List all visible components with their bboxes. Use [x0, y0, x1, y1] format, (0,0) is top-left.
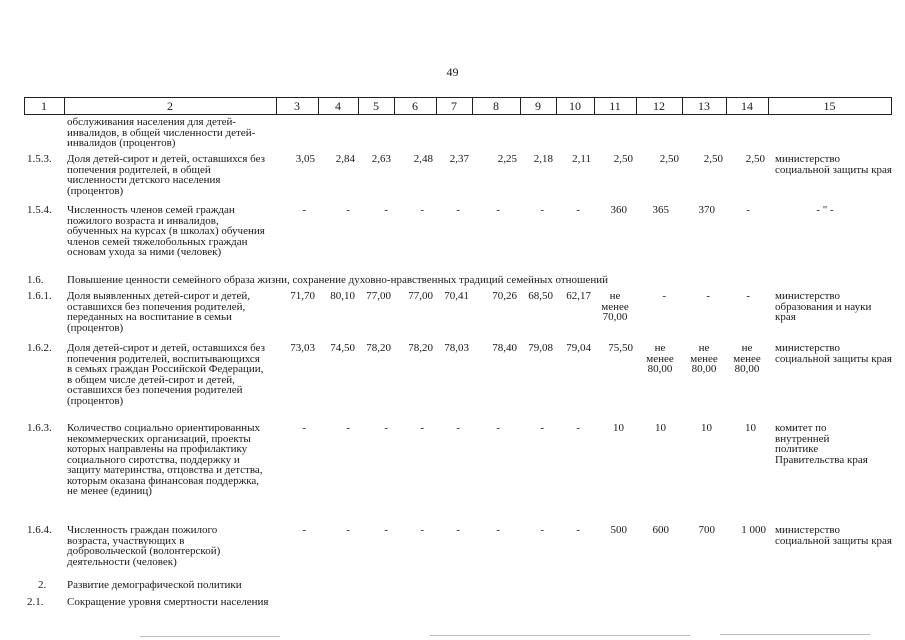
row-code: 1.6.3.	[27, 422, 52, 434]
page-number: 49	[446, 65, 459, 79]
value-cell: 77,00	[366, 290, 391, 302]
section-title: Повышение ценности семейного образа жизни, сохранение духовно-нравственных традиций семейных отношений	[67, 274, 609, 286]
value-cell: 1 000	[741, 524, 766, 536]
value-cell: 10	[701, 422, 712, 434]
value-cell: 370	[698, 204, 715, 216]
row-code: 1.6.2.	[27, 342, 52, 354]
header-cell: 10	[569, 99, 581, 113]
header-bottom-border	[24, 114, 892, 115]
value-cell: 78,20	[408, 342, 433, 354]
value-cell: 78,40	[492, 342, 517, 354]
value-cell: не менее 80,00	[690, 342, 718, 375]
row-code: 1.5.4.	[27, 204, 52, 216]
value-cell: 2,50	[703, 153, 723, 165]
value-cell: не менее 80,00	[646, 342, 674, 375]
header-cell: 8	[493, 99, 499, 113]
value-cell: 74,50	[330, 342, 355, 354]
value-cell: -	[576, 204, 580, 216]
value-cell: -	[456, 422, 460, 434]
row-description: Количество социально ориентированных некоммерческих организаций, проекты которых направлены на профилактику социального сиротства, поддержку и защиту материнства, отцовства и детства, которым оказана финансовая поддержка, не менее (единиц)	[67, 422, 263, 497]
value-cell: 75,50	[608, 342, 633, 354]
value-cell: 62,17	[566, 290, 591, 302]
header-cell: 6	[412, 99, 418, 113]
value-cell: 2,37	[449, 153, 469, 165]
value-cell: -	[420, 204, 424, 216]
value-cell: 2,25	[497, 153, 517, 165]
value-cell: 2,11	[572, 153, 591, 165]
header-cell: 5	[373, 99, 379, 113]
value-cell: не менее 80,00	[733, 342, 761, 375]
value-cell: -	[346, 422, 350, 434]
value-cell: 73,03	[290, 342, 315, 354]
value-cell: 700	[698, 524, 715, 536]
value-cell: -	[302, 524, 306, 536]
value-cell: 10	[655, 422, 666, 434]
section-code: 2.	[38, 579, 47, 591]
value-cell: -	[496, 422, 500, 434]
value-cell: -	[496, 524, 500, 536]
scan-artifact-line	[430, 635, 690, 636]
value-cell: 360	[610, 204, 627, 216]
value-cell: 79,08	[528, 342, 553, 354]
header-cell: 1	[41, 99, 47, 113]
row-description: Численность членов семей граждан пожилого возраста и инвалидов, обученных на курсах (в школах) обучения членов семей тяжелобольных граждан основам ухода за ними (человек)	[67, 204, 265, 258]
value-cell: 70,41	[444, 290, 469, 302]
responsible-org: комитет по внутренней политике Правительства края	[775, 422, 868, 466]
scan-artifact-line	[140, 636, 280, 637]
value-cell: -	[420, 524, 424, 536]
value-cell: 2,48	[413, 153, 433, 165]
value-cell: -	[540, 524, 544, 536]
value-cell: 2,50	[613, 153, 633, 165]
header-cell: 4	[335, 99, 341, 113]
value-cell: 70,26	[492, 290, 517, 302]
row-description: Доля детей-сирот и детей, оставшихся без попечения родителей, в общей численности детского населения (процентов)	[67, 153, 265, 197]
scan-artifact-line	[720, 634, 870, 635]
value-cell: -	[576, 524, 580, 536]
header-cell: 12	[653, 99, 665, 113]
value-cell: 78,20	[366, 342, 391, 354]
value-cell: -	[346, 204, 350, 216]
value-cell: -	[302, 422, 306, 434]
header-col-sep	[891, 97, 892, 115]
value-cell: 68,50	[528, 290, 553, 302]
row-description: Численность граждан пожилого возраста, участвующих в добровольческой (волонтерской) деятельности (человек)	[67, 524, 221, 568]
value-cell: -	[420, 422, 424, 434]
value-cell: 3,05	[295, 153, 315, 165]
header-cell: 14	[741, 99, 753, 113]
value-cell: 2,18	[533, 153, 553, 165]
row-code: 1.6.1.	[27, 290, 52, 302]
responsible-org: министерство образования и науки края	[775, 290, 872, 323]
value-cell: -	[746, 204, 750, 216]
value-cell: 2,50	[745, 153, 765, 165]
value-cell: -	[346, 524, 350, 536]
responsible-org: министерство социальной защиты края	[775, 524, 892, 547]
row-description: Доля выявленных детей-сирот и детей, оставшихся без попечения родителей, переданных на воспитание в семьи (процентов)	[67, 290, 250, 334]
value-cell: -	[540, 422, 544, 434]
row-code: 1.5.3.	[27, 153, 52, 165]
value-cell: -	[302, 204, 306, 216]
row-description: Доля детей-сирот и детей, оставшихся без попечения родителей, воспитывающихся в семьях граждан Российской Федерации, в общем числе детей-сирот и детей, оставшихся без попечения родителей (процентов)	[67, 342, 265, 407]
value-cell: -	[384, 422, 388, 434]
value-cell: 78,03	[444, 342, 469, 354]
header-cell: 2	[167, 99, 173, 113]
section-title: Развитие демографической политики	[67, 579, 242, 591]
header-cell: 3	[294, 99, 300, 113]
value-cell: 600	[652, 524, 669, 536]
responsible-org: министерство социальной защиты края	[775, 342, 892, 365]
value-cell: 2,63	[371, 153, 391, 165]
header-cell: 15	[823, 99, 836, 113]
section-code: 1.6.	[27, 274, 44, 286]
responsible-org: министерство социальной защиты края	[775, 153, 892, 176]
value-cell: -	[662, 290, 666, 302]
row-code: 1.6.4.	[27, 524, 52, 536]
header-cell: 7	[451, 99, 457, 113]
value-cell: -	[540, 204, 544, 216]
value-cell: 365	[652, 204, 669, 216]
value-cell: -	[384, 204, 388, 216]
section-title: Сокращение уровня смертности населения	[67, 596, 269, 608]
header-cell: 11	[609, 99, 621, 113]
value-cell: -	[746, 290, 750, 302]
value-cell: 79,04	[566, 342, 591, 354]
value-cell: 71,70	[290, 290, 315, 302]
header-cell: 9	[535, 99, 541, 113]
value-cell: не менее 70,00	[601, 290, 629, 323]
value-cell: 2,50	[659, 153, 679, 165]
value-cell: -	[706, 290, 710, 302]
section-code: 2.1.	[27, 596, 44, 608]
continued-description: обслуживания населения для детей-инвалидов, в общей численности детей-инвалидов (процентов)	[67, 116, 256, 149]
value-cell: 10	[613, 422, 624, 434]
value-cell: 2,84	[335, 153, 355, 165]
responsible-org: - " -	[816, 204, 834, 216]
value-cell: 10	[745, 422, 756, 434]
value-cell: 500	[610, 524, 627, 536]
value-cell: -	[384, 524, 388, 536]
value-cell: -	[496, 204, 500, 216]
value-cell: 77,00	[408, 290, 433, 302]
value-cell: 80,10	[330, 290, 355, 302]
value-cell: -	[456, 204, 460, 216]
value-cell: -	[456, 524, 460, 536]
value-cell: -	[576, 422, 580, 434]
header-cell: 13	[698, 99, 710, 113]
